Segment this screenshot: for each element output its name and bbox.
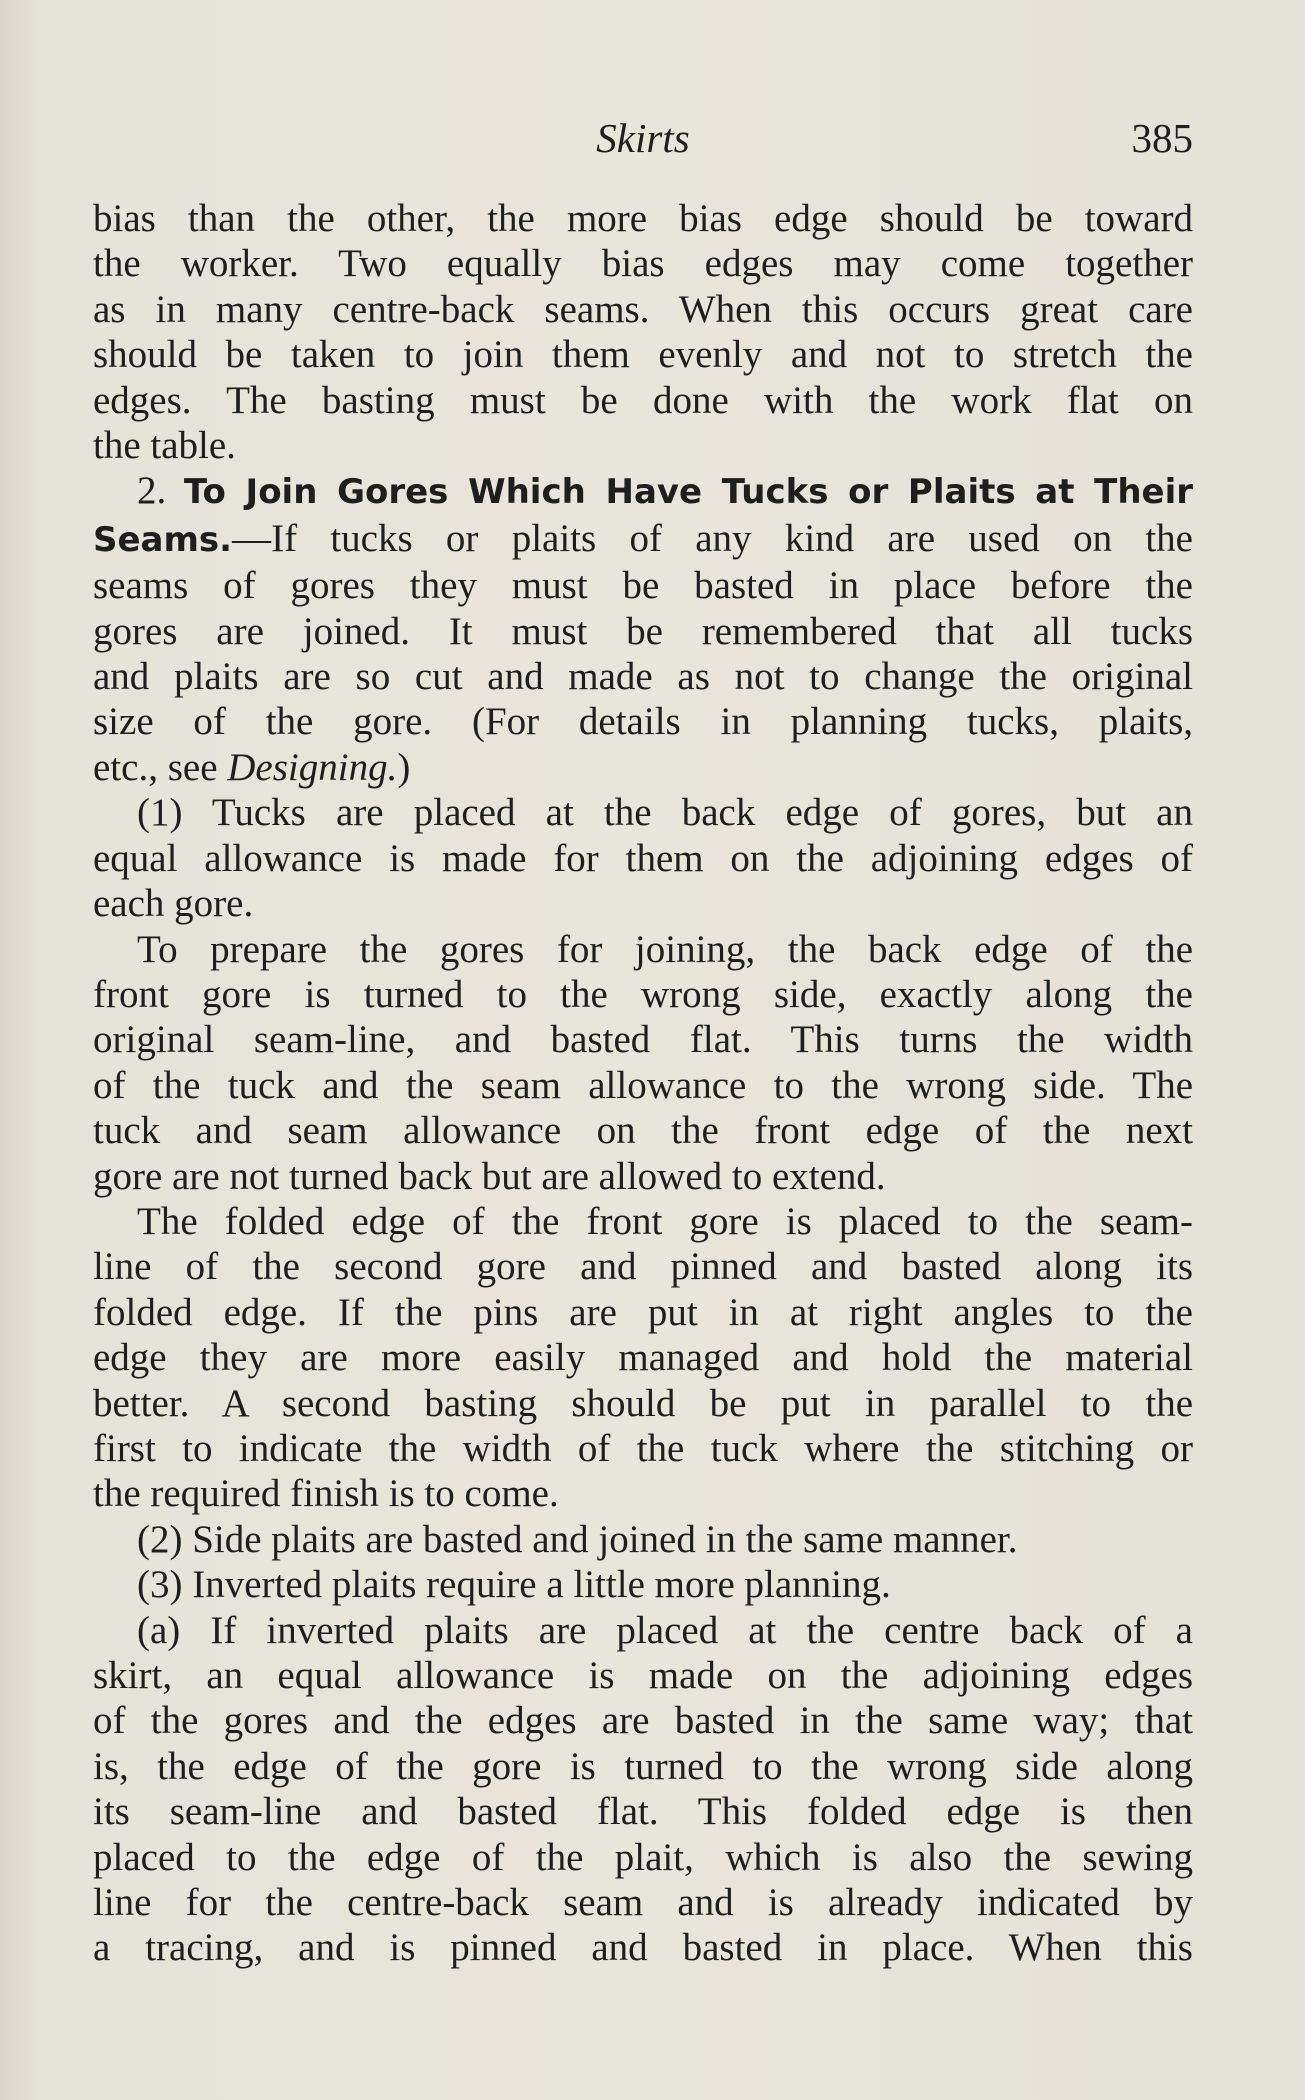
running-title: Skirts — [596, 115, 690, 161]
text-line: seams of gores they must be basted in place before the — [93, 564, 1193, 608]
text-line: equal allowance is made for them on the adjoining edges of — [93, 836, 1193, 880]
section-heading — [93, 468, 1193, 515]
text-line: each gore. — [93, 882, 254, 926]
text-line: of the gores and the edges are basted in the same way; that — [93, 1699, 1193, 1743]
text-line: To prepare the gores for joining, the back edge of the — [137, 927, 1193, 971]
text-line: bias than the other, the more bias edge should be toward — [93, 197, 1193, 240]
plait-a-text: If inverted plaits are placed at the centre back of a — [180, 1608, 1193, 1652]
page-number: 385 — [1131, 115, 1193, 161]
text-line: the table. — [93, 424, 236, 468]
plait-a-line — [93, 1608, 1193, 1653]
designing-reference-line — [93, 745, 1193, 790]
text-line: gores are joined. It must be remembered that all tucks — [93, 609, 1193, 653]
text-line: original seam-line, and basted flat. This turns the width — [93, 1018, 1193, 1062]
text-line: front gore is turned to the wrong side, exactly along the — [93, 972, 1193, 1016]
text-line: edge they are more easily managed and hold the material — [93, 1336, 1193, 1380]
text-line: a tracing, and is pinned and basted in place. When this — [93, 1926, 1193, 1970]
section-intro-text: —If tucks or plaits of any kind are used on the — [232, 516, 1193, 560]
text-line: line for the centre-back seam and is already indicated by — [93, 1881, 1193, 1925]
plait-a-label: (a) — [137, 1608, 181, 1652]
section-title-line1: To Join Gores Which Have Tucks or Plaits at Their — [183, 472, 1194, 513]
text-line: gore are not turned back but are allowed to extend. — [93, 1154, 886, 1198]
section-heading-continued — [93, 516, 1193, 563]
text-line: of the tuck and the seam allowance to the wrong side. The — [93, 1063, 1193, 1107]
page-header — [93, 108, 1193, 168]
text-line: is, the edge of the gore is turned to the wrong side along — [93, 1744, 1193, 1788]
text-line: should be taken to join them evenly and not to stretch the — [93, 333, 1193, 377]
text-line: tuck and seam allowance on the front edge of the next — [93, 1109, 1193, 1153]
text-line: edges. The basting must be done with the work flat on — [93, 378, 1193, 422]
text-line: the required finish is to come. — [93, 1472, 559, 1516]
text-line: folded edge. If the pins are put in at right angles to the — [93, 1290, 1193, 1334]
text-line: its seam-line and basted flat. This folded edge is then — [93, 1790, 1193, 1834]
body-text — [93, 196, 1193, 1971]
text-line: The folded edge of the front gore is placed to the seam- — [137, 1199, 1193, 1243]
text-line: size of the gore. (For details in planning tucks, plaits, — [93, 700, 1193, 744]
text-line: (2) Side plaits are basted and joined in the same manner. — [137, 1517, 1018, 1561]
text-line: and plaits are so cut and made as not to change the original — [93, 655, 1193, 699]
text-line: (1) Tucks are placed at the back edge of gores, but an — [137, 791, 1193, 835]
text-line: skirt, an equal allowance is made on the adjoining edges — [93, 1654, 1193, 1697]
section-title-line2: Seams. — [93, 519, 233, 560]
text-line: better. A second basting should be put in parallel to the — [93, 1381, 1193, 1425]
text-line: placed to the edge of the plait, which is also the sewing — [93, 1835, 1193, 1879]
text-line: (3) Inverted plaits require a little more planning. — [137, 1563, 891, 1607]
text-line: line of the second gore and pinned and basted along its — [93, 1245, 1193, 1289]
text-line: first to indicate the width of the tuck where the stitching or — [93, 1426, 1193, 1470]
text-line: the worker. Two equally bias edges may come together — [93, 242, 1193, 286]
section-number: 2. — [137, 469, 167, 513]
designing-reference: Designing. — [227, 745, 398, 789]
text-line: as in many centre-back seams. When this occurs great care — [93, 287, 1193, 331]
etc-suffix: ) — [397, 745, 411, 789]
etc-prefix: etc., see — [93, 745, 228, 789]
